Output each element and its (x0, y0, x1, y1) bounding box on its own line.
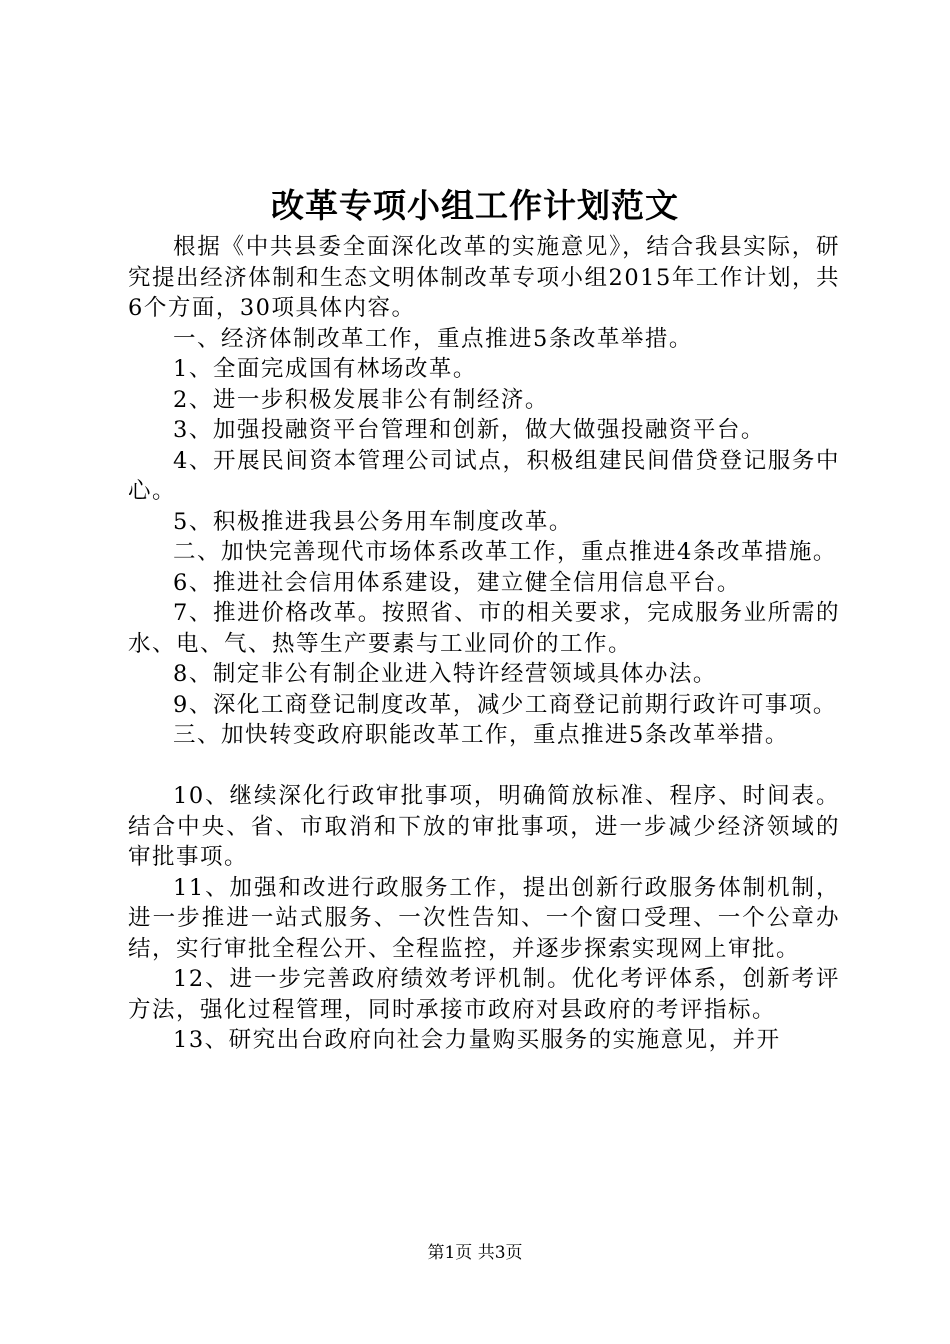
paragraph-intro: 根据《中共县委全面深化改革的实施意见》，结合我县实际，研究提出经济体制和生态文明体制改革专项小组2015年工作计划，共6个方面，30项具体内容。 (128, 234, 840, 321)
list-item: 11、加强和改进行政服务工作，提出创新行政服务体制机制，进一步推进一站式服务、一次性告知、一个窗口受理、一个公章办结，实行审批全程公开、全程监控，并逐步探索实现网上审批。 (128, 874, 840, 962)
list-item: 10、继续深化行政审批事项，明确简放标准、程序、时间表。结合中央、省、市取消和下放的审批事项，进一步减少经济领域的审批事项。 (128, 783, 840, 870)
list-item: 7、推进价格改革。按照省、市的相关要求，完成服务业所需的水、电、气、热等生产要素与工业同价的工作。 (128, 600, 840, 657)
list-item: 12、进一步完善政府绩效考评机制。优化考评体系，创新考评方法，强化过程管理，同时承接市政府对县政府的考评指标。 (128, 966, 840, 1023)
section-heading-1: 一、经济体制改革工作，重点推进5条改革举措。 (173, 325, 693, 352)
document-title: 改革专项小组工作计划范文 (271, 186, 679, 225)
section-heading-3: 三、加快转变政府职能改革工作，重点推进5条改革举措。 (173, 722, 789, 748)
section-heading-2: 二、加快完善现代市场体系改革工作，重点推进4条改革措施。 (173, 539, 837, 565)
list-item: 2、进一步积极发展非公有制经济。 (173, 386, 549, 413)
list-item: 4、开展民间资本管理公司试点，积极组建民间借贷登记服务中心。 (128, 447, 840, 504)
list-item: 3、加强投融资平台管理和创新，做大做强投融资平台。 (173, 417, 765, 443)
list-item: 9、深化工商登记制度改革，减少工商登记前期行政许可事项。 (173, 691, 837, 718)
list-item: 1、全面完成国有林场改革。 (173, 356, 477, 382)
page-footer: 第1页 共3页 (427, 1243, 523, 1263)
list-item: 13、研究出台政府向社会力量购买服务的实施意见，并开 (173, 1027, 781, 1053)
list-item: 8、制定非公有制企业进入特许经营领域具体办法。 (173, 661, 717, 687)
list-item: 5、积极推进我县公务用车制度改革。 (173, 508, 573, 535)
list-item: 6、推进社会信用体系建设，建立健全信用信息平台。 (173, 569, 741, 596)
document-body (128, 232, 840, 1056)
